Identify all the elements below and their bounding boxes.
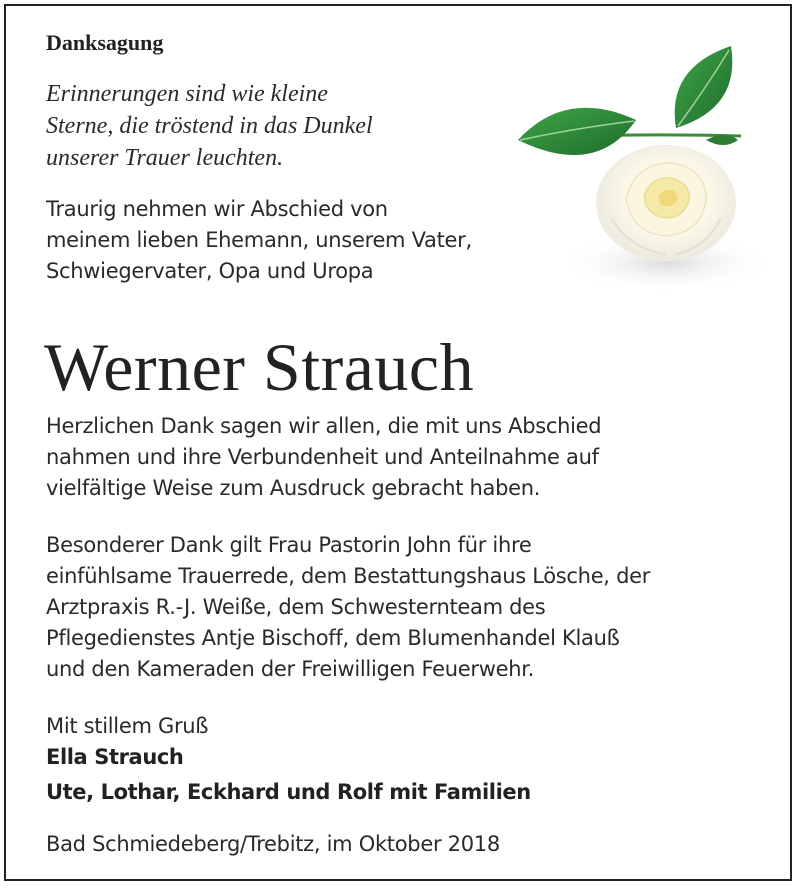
signature-spouse: Ella Strauch bbox=[46, 745, 184, 769]
thanks-paragraph-special: Besonderer Dank gilt Frau Pastorin John für ihre einfühlsame Trauerrede, dem Bestattungshaus Lösche, der Arztpraxis R.-J. Weiße, dem Schwesternteam des Pflegedienstes Antje Bischoff, dem Blumenhandel Klauß und den Kameraden der Freiwilligen Feuerwehr. bbox=[46, 533, 651, 681]
signature-family: Ute, Lothar, Eckhard und Rolf mit Familien bbox=[46, 780, 531, 804]
thanks-paragraph-general: Herzlichen Dank sagen wir allen, die mit uns Abschied nahmen und ihre Verbundenheit und Anteilnahme auf vielfältige Weise zum Ausdruck gebracht haben. bbox=[46, 414, 602, 500]
notice-heading: Danksagung bbox=[46, 30, 164, 55]
white-rose-icon bbox=[506, 28, 786, 318]
farewell-intro: Traurig nehmen wir Abschied von meinem lieben Ehemann, unserem Vater, Schwiegervater, Opa und Uropa bbox=[46, 197, 472, 283]
closing-greeting: Mit stillem Gruß bbox=[46, 714, 209, 738]
deceased-name: Werner Strauch bbox=[44, 329, 475, 405]
memorial-quote: Erinnerungen sind wie kleine Sterne, die tröstend in das Dunkel unserer Trauer leuchten. bbox=[46, 81, 373, 171]
place-and-date: Bad Schmiedeberg/Trebitz, im Oktober 2018 bbox=[46, 832, 500, 856]
